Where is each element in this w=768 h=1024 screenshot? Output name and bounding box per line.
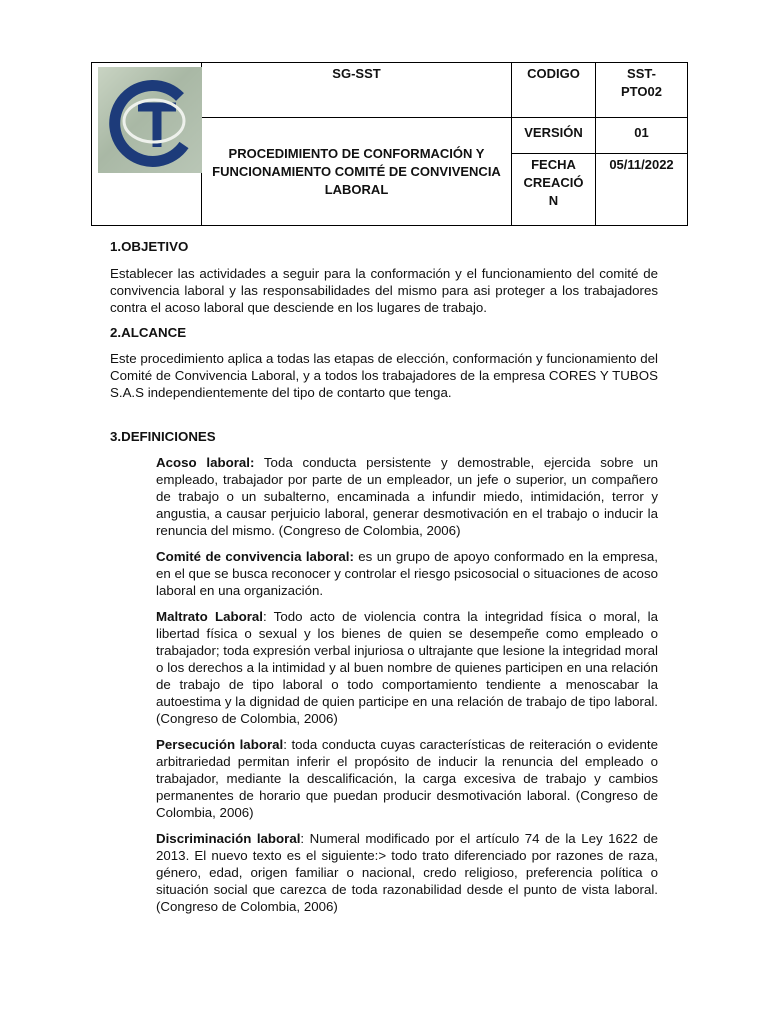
alcance-heading: 2.ALCANCE — [110, 325, 187, 340]
definition-item — [110, 736, 658, 821]
code-label-cell — [512, 63, 596, 118]
definition-text: Toda conducta persistente y demostrable, ejercida sobre un empleado, trabajador por parte de un empleador, un jefe o superior, un compañero de trabajo o un subalterno, encaminada a infundir miedo, intimidación, terror y angustia, a causar perjuicio laboral, generar desmotivación en el trabajo o inducir la renuncia del mismo. (Congreso de Colombia, 2006) — [156, 455, 659, 538]
company-logo-icon — [98, 67, 202, 173]
definition-text: es un grupo de apoyo conformado en la empresa, en el que se busca reconocer y controlar el riesgo psicosocial o situaciones de acoso laboral en una organización. — [156, 549, 658, 598]
definition-term: Acoso laboral: — [156, 455, 255, 470]
system-name: SG-SST — [332, 66, 381, 81]
definition-item — [110, 548, 658, 599]
code-value: SST- PTO02 — [621, 66, 662, 99]
document-title-cell — [202, 118, 512, 226]
logo-cell — [92, 63, 202, 226]
definiciones-heading: 3.DEFINICIONES — [110, 429, 216, 444]
document-body — [110, 238, 658, 915]
creation-date-label-cell — [512, 154, 596, 226]
alcance-text: Este procedimiento aplica a todas las etapas de elección, conformación y funcionamiento del Comité de Convivencia Laboral, y a todos los trabajadores de la empresa CORES Y TUBOS S.A.S independientemente del tipo de contarto que tenga. — [110, 351, 658, 400]
definition-text: : toda conducta cuyas características de reiteración o evidente arbitrariedad permitan inferir el propósito de inducir la renuncia del empleado o trabajador, mediante la descalificación, la carga excesiva de trabajo y cambios permanentes de horario que puedan producir desmotivación laboral. (Congreso de Colombia, 2006) — [156, 737, 658, 820]
version-label-cell — [512, 118, 596, 154]
code-label: CODIGO — [527, 66, 580, 81]
document-header-table — [91, 62, 688, 226]
objetivo-text: Establecer las actividades a seguir para la conformación y el funcionamiento del comité de convivencia laboral y las responsabilidades del mismo para asi proteger a los trabajadores contra el acoso laboral que desciende en los lugares de trabajo. — [110, 266, 658, 315]
definition-text: : Numeral modificado por el artículo 74 de la Ley 1622 de 2013. El nuevo texto es el siguiente:> todo trato diferenciado por razones de raza, género, edad, origen familiar o nacional, credo religioso, preferencia política o situación social que carezca de toda razonabilidad desde el punto de vista laboral. (Congreso de Colombia, 2006) — [156, 831, 658, 914]
definition-item — [110, 830, 658, 915]
code-value-cell — [596, 63, 688, 118]
definition-term: Comité de convivencia laboral: — [156, 549, 354, 564]
definition-item — [110, 454, 658, 539]
version-value-cell — [596, 118, 688, 154]
definition-term: Persecución laboral — [156, 737, 284, 752]
system-name-cell — [202, 63, 512, 118]
definition-item — [110, 608, 658, 727]
creation-date-value-cell — [596, 154, 688, 226]
definition-term: Maltrato Laboral — [156, 609, 263, 624]
definition-term: Discriminación laboral — [156, 831, 301, 846]
version-label: VERSIÓN — [524, 125, 583, 140]
creation-date-value: 05/11/2022 — [609, 157, 674, 172]
version-value: 01 — [634, 125, 649, 140]
company-logo — [98, 67, 202, 173]
definition-text: : Todo acto de violencia contra la integridad física o moral, la libertad física o sexual y los bienes de quien se desempeñe como empleado o trabajador; toda expresión verbal injuriosa o ultrajante que lesione la integridad moral o los derechos a la intimidad y al buen nombre de quienes participen en una relación de trabajo de tipo laboral o todo comportamiento tendiente a menoscabar la autoestima y la dignidad de quien participe en una relación de trabajo de tipo laboral. (Congreso de Colombia, 2006) — [156, 609, 658, 726]
objetivo-heading: 1.OBJETIVO — [110, 239, 189, 254]
creation-date-label: FECHA CREACIÓ N — [523, 157, 584, 208]
document-title: PROCEDIMIENTO DE CONFORMACIÓN Y FUNCIONAMIENTO COMITÉ DE CONVIVENCIA LABORAL — [212, 145, 501, 197]
